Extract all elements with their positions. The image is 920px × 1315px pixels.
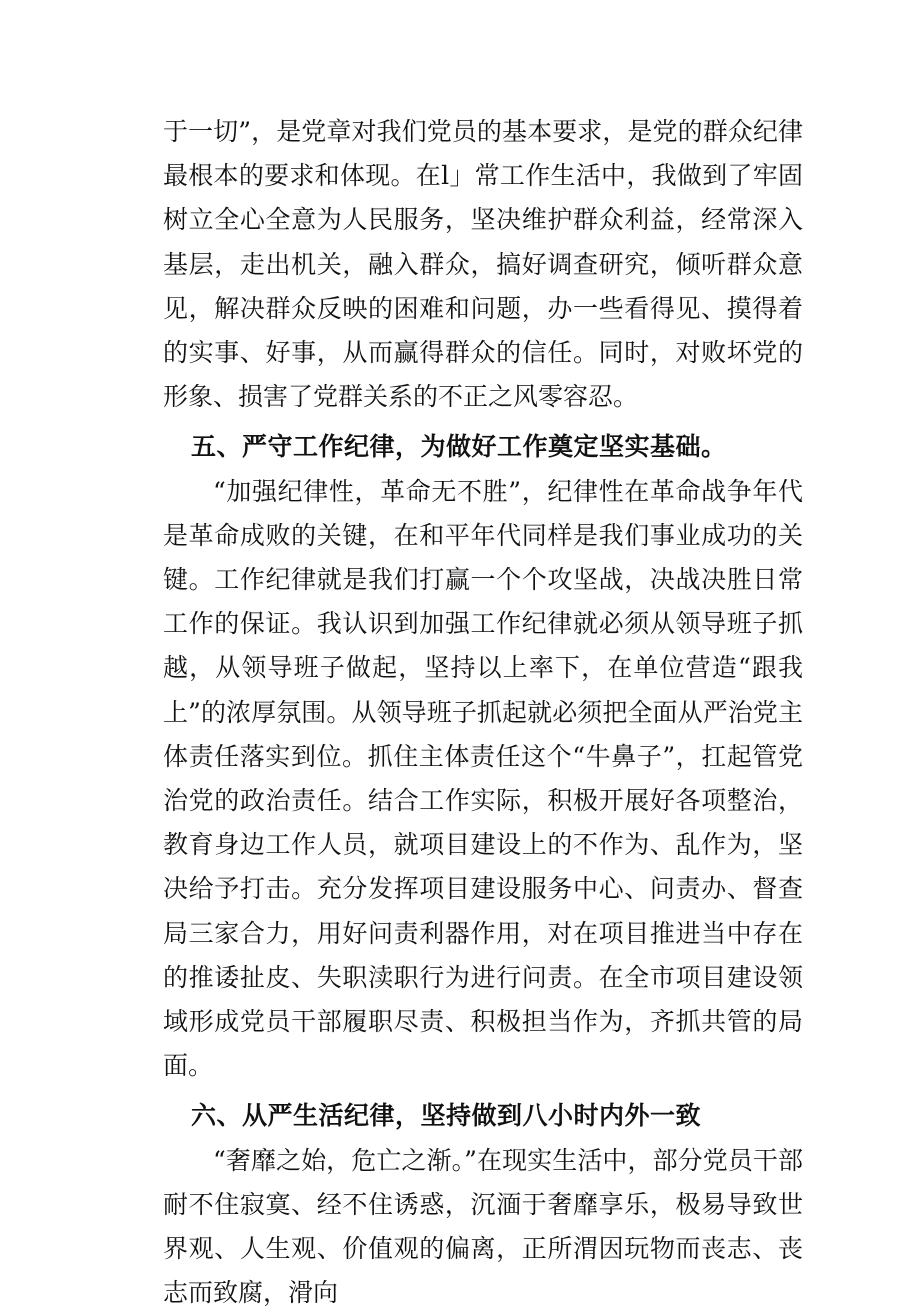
paragraph-continuation: 于一切”，是党章对我们党员的基本要求，是党的群众纪律最根本的要求和体现。在l」常工作生活中，我做到了牢固树立全心全意为人民服务，坚决维护群众利益，经常深入基层，走出机关，融入群众，搞好调查研究，倾听群众意见，解决群众反映的困难和问题，办一些看得见、摸得着的实事、好事，从而赢得群众的信任。同时，对败坏党的形象、损害了党群关系的不正之风零容忍。 [163, 117, 803, 412]
paragraph-life-discipline: “奢靡之始，危亡之渐。”在现实生活中，部分党员干部耐不住寂寞、经不住诱惑，沉湎于奢靡享乐，极易导致世界观、人生观、价值观的偏离，正所渭因玩物而丧志、丧志而致腐，滑向 [163, 1145, 803, 1308]
paragraph-work-discipline: “加强纪律性，革命无不胜”，纪律性在革命战争年代是革命成败的关键，在和平年代同样是我们事业成功的关键。工作纪律就是我们打赢一个个攻坚战，决战决胜日常工作的保证。我认识到加强工作纪律就必须从领导班子抓越，从领导班子做起，坚持以上率下，在单位营造“跟我上”的浓厚氛围。从领导班子抓起就必须把全面从严治党主体责任落实到位。抓住主体责任这个“牛鼻子”，扛起管党治党的政治责任。结合工作实际，积极开展好各项整治，教育身边工作人员，就项目建设上的不作为、乱作为，坚决给予打击。充分发挥项目建设服务中心、问责办、督查局三家合力，用好问责利器作用，对在项目推进当中存在的推诿扯皮、失职渎职行为进行问责。在全市项目建设领域形成党员干部履职尽责、积极担当作为，齐抓共管的局面。 [163, 476, 803, 1081]
section-heading-six: 六、从严生活纪律，坚持做到八小时内外一致 [191, 1101, 702, 1131]
document-body [163, 110, 803, 1315]
section-heading-five: 五、严守工作纪律，为做好工作奠定坚实基础。 [191, 432, 727, 462]
